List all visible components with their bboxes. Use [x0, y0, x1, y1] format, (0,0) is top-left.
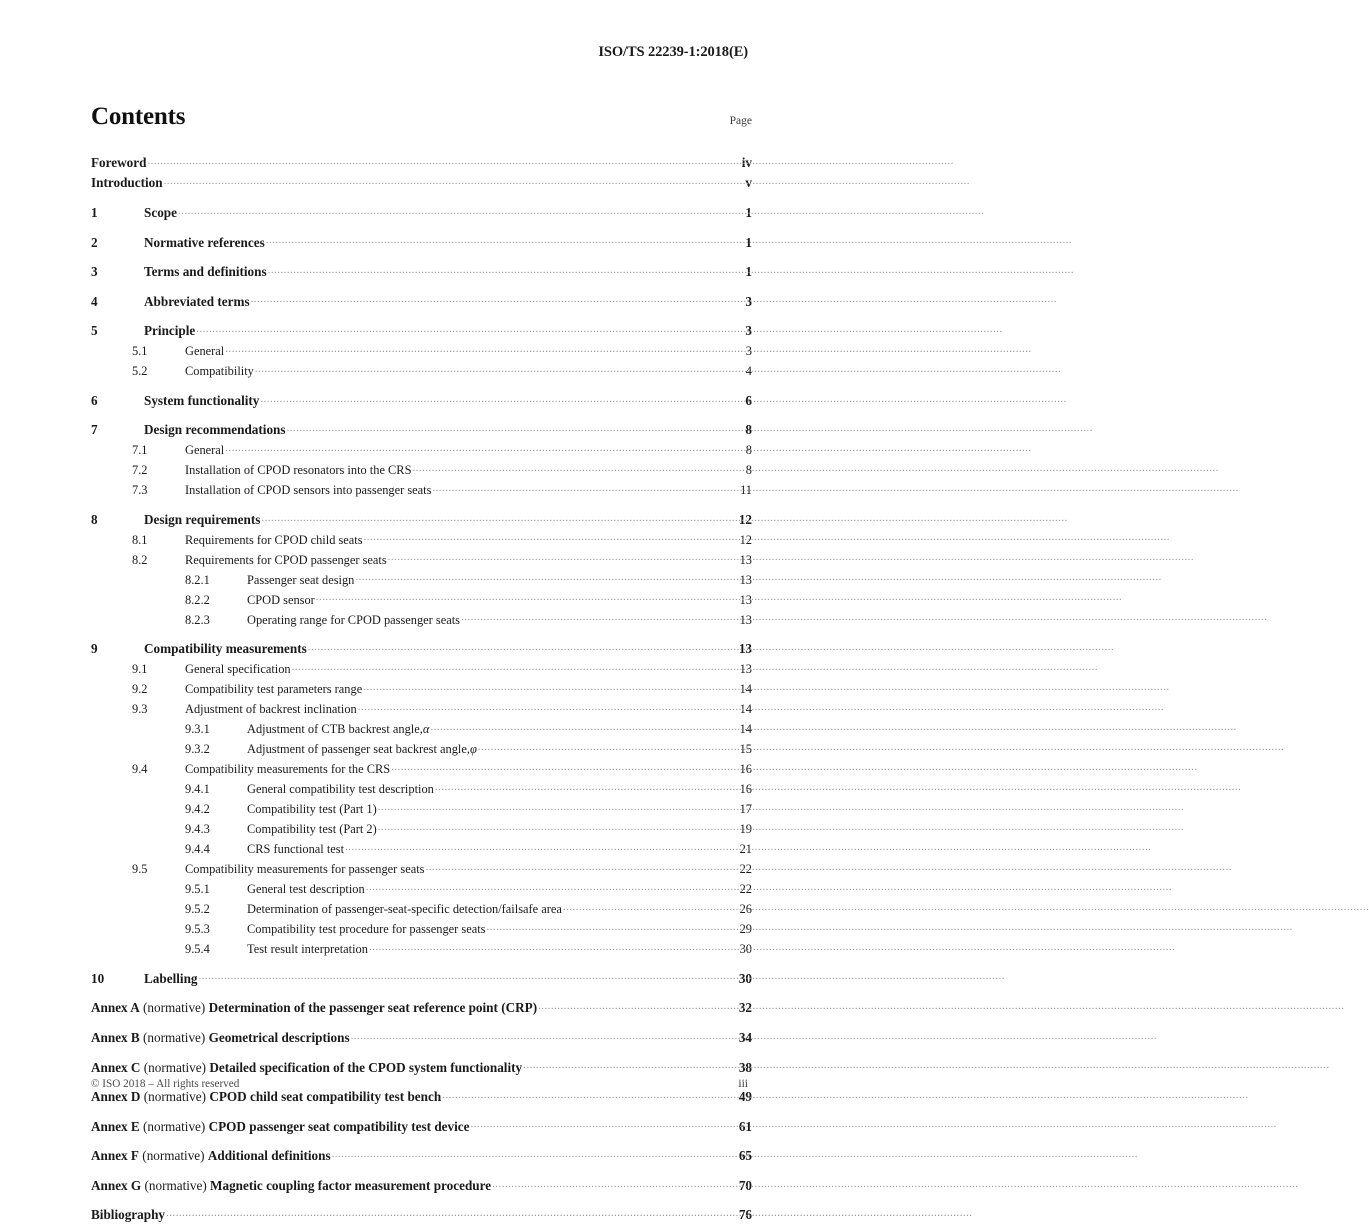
toc-page-number: 34 [738, 1029, 752, 1045]
toc-annex-entry[interactable] [91, 1115, 752, 1136]
dot-leader [225, 442, 727, 454]
toc-entry[interactable] [91, 320, 752, 341]
toc-entry-number: 9.4 [132, 762, 148, 777]
dot-leader [287, 421, 727, 434]
toc-entry-label: Principle [144, 323, 196, 339]
toc-entry[interactable] [91, 360, 752, 380]
toc-page-number: 12 [738, 511, 752, 527]
toc-entry-label: Compatibility measurements for the CRS [185, 762, 391, 777]
toc-page-number: 16 [739, 762, 752, 777]
dot-leader [523, 1058, 727, 1071]
toc-entry-number: 8.2.2 [185, 592, 210, 607]
dot-leader [261, 511, 727, 524]
toc-entry[interactable] [91, 340, 752, 360]
toc-entry-label: General test description [247, 882, 365, 897]
toc-annex-entry[interactable] [91, 1145, 752, 1166]
toc-entry-number: 5.1 [132, 344, 148, 359]
toc-entry-number: 9.4.4 [185, 842, 210, 857]
toc-page-number: 14 [739, 682, 752, 697]
toc-annex-number: Annex A [91, 1000, 140, 1016]
toc-page-number: 15 [739, 742, 752, 757]
toc-page-number: 4 [745, 364, 752, 379]
toc-annex-entry[interactable] [91, 1056, 752, 1077]
dot-leader [492, 1177, 727, 1190]
dot-leader [486, 921, 727, 933]
toc-entry[interactable] [91, 967, 752, 988]
dot-leader [364, 531, 727, 543]
toc-page-number: 30 [738, 970, 752, 986]
toc-entry[interactable] [91, 201, 752, 222]
toc-entry-number: 9.5 [132, 862, 148, 877]
toc-entry-number: 9.4.2 [185, 802, 210, 817]
dot-leader [391, 761, 727, 773]
toc-entry[interactable] [91, 838, 752, 858]
toc-entry-label: General compatibility test description [247, 782, 434, 797]
dot-leader [478, 741, 727, 753]
document-header-id: ISO/TS 22239-1:2018(E) [598, 44, 748, 60]
toc-entry-label: Installation of CPOD sensors into passenger seats [185, 483, 432, 498]
toc-entry-label: Compatibility measurements [144, 641, 307, 657]
dot-leader [255, 363, 727, 375]
toc-entry-number: 5 [91, 323, 98, 339]
toc-page-number: 32 [738, 1000, 752, 1016]
toc-entry[interactable] [91, 698, 752, 718]
dot-leader [292, 661, 727, 673]
toc-annex-kind: (normative) [143, 1000, 206, 1016]
toc-entry-number: 8 [91, 511, 98, 527]
dot-leader [363, 681, 727, 693]
dot-leader [147, 155, 727, 168]
toc-entry-label: Adjustment of CTB backrest angle, [247, 722, 423, 737]
toc-entry[interactable] [91, 569, 752, 589]
toc-annex-label: Magnetic coupling factor measurement procedure [210, 1177, 492, 1193]
toc-page-number: 19 [739, 822, 752, 837]
toc-entry-number: 8.1 [132, 532, 148, 547]
dot-leader [432, 482, 727, 494]
dot-leader [178, 204, 727, 217]
toc-page-number: 1 [745, 234, 752, 250]
toc-entry[interactable] [91, 858, 752, 878]
toc-page-number: 13 [739, 572, 752, 587]
toc-entry[interactable] [91, 389, 752, 410]
toc-page-number: 8 [745, 463, 752, 478]
toc-entry[interactable] [91, 152, 752, 172]
toc-entry[interactable] [91, 479, 752, 499]
toc-entry-number: 5.2 [132, 364, 148, 379]
toc-page-number: 30 [739, 942, 752, 957]
toc-annex-entry[interactable] [91, 997, 752, 1018]
toc-entry-symbol: φ [469, 742, 477, 757]
page-title: Contents [91, 103, 186, 130]
toc-entry-number: 6 [91, 392, 98, 408]
toc-entry-number: 9.3 [132, 702, 148, 717]
toc-annex-kind: (normative) [143, 1089, 207, 1105]
page-column-label: Page [729, 115, 752, 127]
toc-page-number: 3 [745, 293, 752, 309]
toc-page-number: 22 [739, 882, 752, 897]
toc-entry-number: 9 [91, 641, 98, 657]
toc-page-number: v [745, 175, 752, 191]
toc-entry-number: 9.4.3 [185, 822, 210, 837]
dot-leader [563, 901, 727, 913]
table-of-contents [91, 104, 752, 1224]
toc-page-number: 3 [745, 323, 752, 339]
toc-entry-label: Foreword [91, 155, 147, 171]
toc-entry-number: 9.1 [132, 662, 148, 677]
toc-page-number: 16 [739, 782, 752, 797]
toc-entry-label: Design requirements [144, 511, 261, 527]
toc-annex-kind: (normative) [143, 1029, 206, 1045]
toc-annex-kind: (normative) [142, 1148, 205, 1164]
dot-leader [461, 611, 727, 623]
toc-entry[interactable] [91, 938, 752, 958]
toc-annex-kind: (normative) [143, 1059, 207, 1075]
dot-leader [332, 1147, 727, 1160]
dot-leader [345, 841, 727, 853]
dot-leader [538, 999, 727, 1012]
toc-entry[interactable] [91, 758, 752, 778]
toc-entry-label: Terms and definitions [144, 264, 267, 280]
toc-page-number: 6 [745, 392, 752, 408]
toc-entry-number: 8.2.3 [185, 612, 210, 627]
dot-leader [412, 462, 727, 474]
toc-bibliography-entry[interactable] [91, 1204, 752, 1224]
dot-leader [358, 701, 727, 713]
toc-annex-label: CPOD passenger seat compatibility test device [208, 1118, 470, 1134]
toc-page-number: 13 [739, 552, 752, 567]
dot-leader [225, 343, 727, 355]
toc-entry[interactable] [91, 658, 752, 678]
toc-entry-number: 9.3.2 [185, 742, 210, 757]
toc-entry-label: General [185, 344, 225, 359]
toc-page-number: 11 [740, 483, 752, 498]
toc-entry[interactable] [91, 549, 752, 569]
page-footer [91, 1078, 748, 1090]
toc-entry-label: CPOD sensor [247, 592, 315, 607]
toc-page-number: 26 [739, 902, 752, 917]
toc-page-number: 13 [738, 641, 752, 657]
toc-page-number: 1 [745, 205, 752, 220]
toc-entry-label: Compatibility test (Part 1) [247, 802, 377, 817]
dot-leader [164, 175, 727, 188]
toc-page-number: 61 [738, 1118, 752, 1134]
toc-entry-number: 9.2 [132, 682, 148, 697]
toc-entry-number: 8.2.1 [185, 572, 210, 587]
dot-leader [378, 821, 727, 833]
toc-entry-label: Requirements for CPOD child seats [185, 532, 363, 547]
toc-entry-number: 10 [91, 970, 105, 986]
toc-entry-label: Labelling [144, 970, 198, 986]
dot-leader [435, 781, 727, 793]
toc-entry[interactable] [91, 459, 752, 479]
toc-entry-label: Installation of CPOD resonators into the CRS [185, 463, 412, 478]
toc-entry-symbol: α [422, 722, 430, 737]
dot-leader [266, 233, 727, 246]
toc-annex-number: Annex B [91, 1029, 140, 1045]
dot-leader [260, 392, 727, 405]
dot-leader [166, 1206, 727, 1219]
toc-page-number: 8 [745, 443, 752, 458]
dot-leader [430, 721, 727, 733]
toc-page-number: 17 [739, 802, 752, 817]
toc-page-number: 13 [739, 612, 752, 627]
toc-entry-label: Compatibility test (Part 2) [247, 822, 377, 837]
toc-entry-label: Design recommendations [144, 422, 286, 438]
dot-leader [366, 881, 727, 893]
dot-leader [308, 640, 727, 653]
toc-annex-number: Annex E [91, 1118, 140, 1134]
toc-page-number: 14 [739, 722, 752, 737]
toc-annex-number: Annex F [91, 1148, 139, 1164]
toc-entry-number: 9.4.1 [185, 782, 210, 797]
toc-entry-list [91, 152, 752, 1224]
toc-entry-number: 8.2 [132, 552, 148, 567]
toc-entry-label: Adjustment of backrest inclination [185, 702, 357, 717]
dot-leader [369, 941, 727, 953]
toc-entry[interactable] [91, 260, 752, 281]
toc-entry-label: Requirements for CPOD passenger seats [185, 552, 387, 567]
toc-entry-label: Abbreviated terms [144, 293, 250, 309]
toc-entry-number: 2 [91, 234, 98, 250]
toc-page-number: iv [741, 155, 752, 171]
toc-entry[interactable] [91, 609, 752, 629]
toc-entry-number: 3 [91, 264, 98, 280]
toc-entry-number: 7.1 [132, 443, 148, 458]
toc-entry[interactable] [91, 718, 752, 738]
toc-entry-number: 9.5.1 [185, 882, 210, 897]
toc-annex-number: Annex G [91, 1177, 142, 1193]
toc-annex-kind: (normative) [144, 1177, 207, 1193]
toc-annex-label: Determination of the passenger seat reference point (CRP) [208, 1000, 538, 1016]
toc-entry[interactable] [91, 818, 752, 838]
toc-entry-number: 7.2 [132, 463, 148, 478]
toc-entry[interactable] [91, 678, 752, 698]
toc-page-number: 38 [738, 1059, 752, 1075]
toc-entry-label: Adjustment of passenger seat backrest angle, [247, 742, 470, 757]
dot-leader [351, 1029, 727, 1042]
toc-page-number: 22 [739, 862, 752, 877]
toc-entry-label: General specification [185, 662, 291, 677]
dot-leader [196, 322, 727, 335]
toc-entry-number: 9.5.4 [185, 942, 210, 957]
toc-entry-label: CRS functional test [247, 842, 345, 857]
toc-entry-number: 9.5.2 [185, 902, 210, 917]
toc-entry-label: General [185, 443, 225, 458]
toc-entry[interactable] [91, 898, 752, 918]
toc-entry[interactable] [91, 439, 752, 459]
toc-entry[interactable] [91, 778, 752, 798]
toc-annex-number: Annex C [91, 1059, 141, 1075]
toc-entry[interactable] [91, 878, 752, 898]
toc-entry-label: Normative references [144, 234, 265, 250]
toc-annex-entry[interactable] [91, 1026, 752, 1047]
toc-page-number: 13 [739, 662, 752, 677]
toc-entry-label: Compatibility measurements for passenger seats [185, 862, 425, 877]
toc-annex-label: CPOD child seat compatibility test bench [209, 1089, 442, 1105]
toc-entry-number: 1 [91, 205, 98, 220]
toc-entry[interactable] [91, 231, 752, 252]
dot-leader [316, 591, 727, 603]
toc-entry[interactable] [91, 738, 752, 758]
toc-entry-label: System functionality [144, 392, 260, 408]
copyright-notice: © ISO 2018 – All rights reserved [91, 1078, 240, 1090]
dot-leader [355, 571, 727, 583]
toc-entry[interactable] [91, 638, 752, 659]
toc-entry-label: Compatibility [185, 364, 254, 379]
toc-page-number: 13 [739, 592, 752, 607]
toc-entry-number: 9.5.3 [185, 922, 210, 937]
dot-leader [199, 970, 728, 983]
toc-page-number: 70 [738, 1177, 752, 1193]
toc-entry-number: 9.3.1 [185, 722, 210, 737]
toc-annex-label: Detailed specification of the CPOD system functionality [209, 1059, 523, 1075]
dot-leader [470, 1118, 727, 1131]
toc-annex-entry[interactable] [91, 1174, 752, 1195]
toc-entry[interactable] [91, 589, 752, 609]
toc-page-number: 49 [738, 1089, 752, 1105]
dot-leader [388, 551, 727, 563]
toc-entry-label: Operating range for CPOD passenger seats [247, 612, 460, 627]
toc-page-number: 3 [745, 344, 752, 359]
page-folio: iii [738, 1078, 748, 1090]
toc-annex-kind: (normative) [143, 1118, 206, 1134]
toc-entry-label: Bibliography [91, 1207, 166, 1223]
toc-entry-label: Passenger seat design [247, 572, 355, 587]
toc-annex-label: Additional definitions [207, 1148, 331, 1164]
toc-annex-number: Annex D [91, 1089, 141, 1105]
toc-entry[interactable] [91, 529, 752, 549]
toc-entry[interactable] [91, 508, 752, 529]
toc-header-row [91, 104, 752, 130]
toc-entry[interactable] [91, 798, 752, 818]
toc-entry-number: 7.3 [132, 483, 148, 498]
dot-leader [378, 801, 727, 813]
toc-page-number: 29 [739, 922, 752, 937]
toc-page-number: 12 [739, 532, 752, 547]
toc-entry-label: Test result interpretation [247, 942, 368, 957]
dot-leader [268, 263, 727, 276]
toc-entry[interactable] [91, 918, 752, 938]
toc-entry[interactable] [91, 419, 752, 440]
dot-leader [251, 293, 727, 306]
toc-entry-label: Introduction [91, 175, 163, 191]
toc-page-number: 8 [745, 422, 752, 438]
toc-page-number: 14 [739, 702, 752, 717]
dot-leader [426, 861, 728, 873]
toc-page-number: 76 [738, 1207, 752, 1223]
toc-entry[interactable] [91, 290, 752, 311]
toc-entry-label: Compatibility test procedure for passenger seats [247, 922, 486, 937]
toc-page-number: 65 [738, 1148, 752, 1164]
toc-page-number: 21 [739, 842, 752, 857]
toc-entry[interactable] [91, 172, 752, 192]
toc-entry-label: Scope [144, 205, 177, 220]
toc-entry-number: 4 [91, 293, 98, 309]
toc-annex-label: Geometrical descriptions [208, 1029, 350, 1045]
toc-page-number: 1 [745, 264, 752, 280]
toc-entry-label: Compatibility test parameters range [185, 682, 363, 697]
toc-entry-number: 7 [91, 422, 98, 438]
toc-entry-label: Determination of passenger-seat-specific detection/failsafe area [247, 902, 562, 917]
